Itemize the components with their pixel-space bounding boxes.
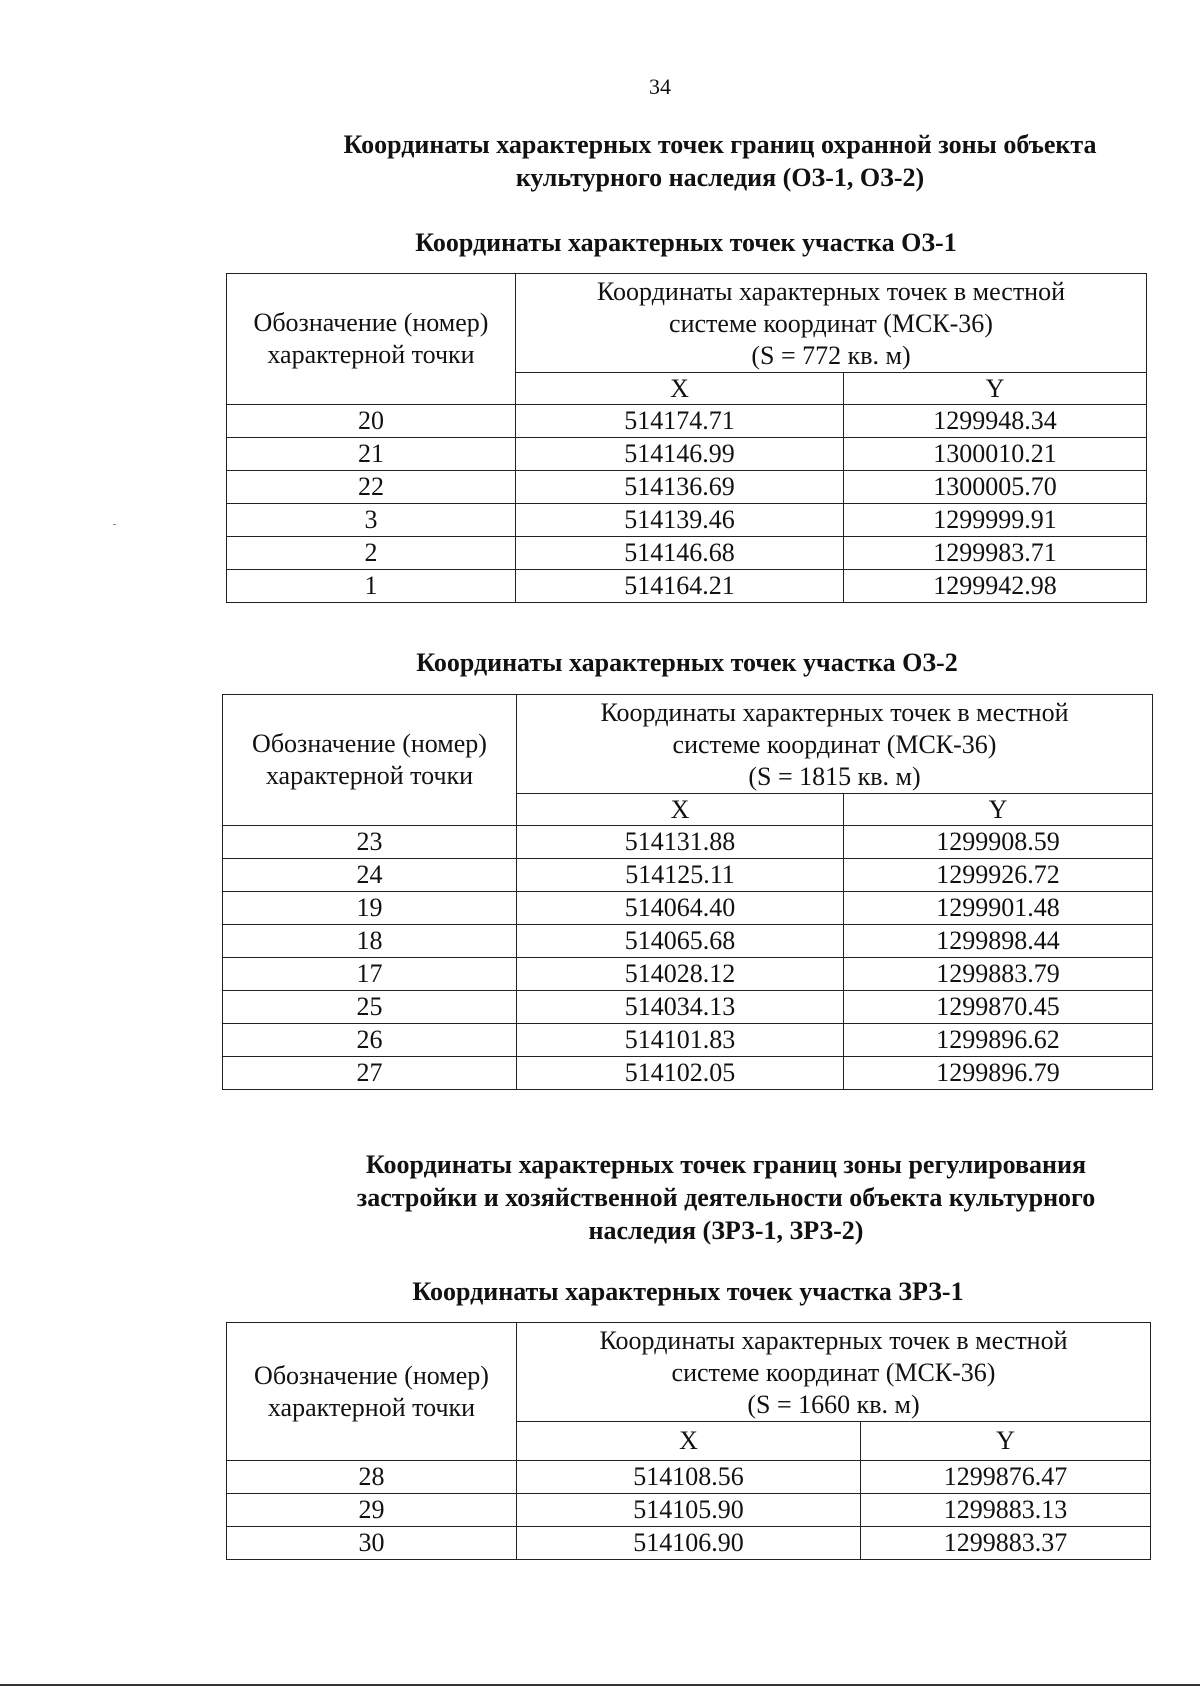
y-cell: 1299983.71: [844, 537, 1147, 570]
table-row: [227, 405, 1147, 438]
x-cell: 514131.88: [517, 826, 844, 859]
x-cell: 514125.11: [517, 859, 844, 892]
y-cell: 1299896.62: [844, 1024, 1153, 1057]
point-cell: 27: [223, 1057, 517, 1090]
section2-title-line-1: Координаты характерных точек границ зоны регулирования: [365, 1150, 1087, 1179]
col-label-header: Обозначение (номер) характерной точки: [227, 274, 516, 405]
coord-system-header: Координаты характерных точек в местной системе координат (МСК-36) (S = 1815 кв. м): [517, 695, 1153, 794]
table-row: [223, 892, 1153, 925]
scan-speck: [113, 524, 116, 525]
y-cell: 1299948.34: [844, 405, 1147, 438]
section2-title-line-3: наследия (ЗРЗ-1, ЗРЗ-2): [588, 1216, 864, 1245]
y-cell: 1299876.47: [861, 1461, 1151, 1494]
point-cell: 2: [227, 537, 516, 570]
page-number: 34: [649, 74, 671, 99]
table-row: [227, 1494, 1151, 1527]
point-cell: 19: [223, 892, 517, 925]
point-cell: 22: [227, 471, 516, 504]
point-cell: 18: [223, 925, 517, 958]
x-cell: 514139.46: [516, 504, 844, 537]
table-zrz1-caption: Координаты характерных точек участка ЗРЗ-1: [412, 1277, 964, 1306]
table-row: [227, 570, 1147, 603]
y-cell: 1299870.45: [844, 991, 1153, 1024]
table-oz2-caption: Координаты характерных точек участка ОЗ-2: [416, 648, 958, 677]
y-cell: 1299926.72: [844, 859, 1153, 892]
point-cell: 29: [227, 1494, 517, 1527]
y-cell: 1299883.37: [861, 1527, 1151, 1560]
table-oz1-caption: Координаты характерных точек участка ОЗ-1: [415, 228, 957, 257]
col-label-header: Обозначение (номер) характерной точки: [227, 1323, 517, 1461]
point-cell: 21: [227, 438, 516, 471]
x-cell: 514102.05: [517, 1057, 844, 1090]
x-cell: 514136.69: [516, 471, 844, 504]
section2-title: [276, 1148, 1176, 1247]
coord-system-header: Координаты характерных точек в местной системе координат (МСК-36) (S = 772 кв. м): [516, 274, 1147, 373]
y-cell: 1299942.98: [844, 570, 1147, 603]
table-row: [223, 1057, 1153, 1090]
x-cell: 514105.90: [517, 1494, 861, 1527]
point-cell: 25: [223, 991, 517, 1024]
table-row: [227, 471, 1147, 504]
bottom-rule: [0, 1684, 1200, 1686]
table-zrz1: [226, 1322, 1151, 1560]
table-row: [223, 1024, 1153, 1057]
section1-title: [270, 128, 1170, 194]
x-cell: 514034.13: [517, 991, 844, 1024]
x-header: X: [516, 373, 844, 405]
x-header: X: [517, 1422, 861, 1461]
x-cell: 514106.90: [517, 1527, 861, 1560]
section1-title-line-2: культурного наследия (ОЗ-1, ОЗ-2): [515, 163, 925, 192]
x-cell: 514108.56: [517, 1461, 861, 1494]
coord-system-header: Координаты характерных точек в местной системе координат (МСК-36) (S = 1660 кв. м): [517, 1323, 1151, 1422]
table-row: [223, 925, 1153, 958]
table-row: [227, 1527, 1151, 1560]
point-cell: 20: [227, 405, 516, 438]
point-cell: 23: [223, 826, 517, 859]
x-cell: 514174.71: [516, 405, 844, 438]
table-row: [227, 1461, 1151, 1494]
x-cell: 514164.21: [516, 570, 844, 603]
y-cell: 1299896.79: [844, 1057, 1153, 1090]
point-cell: 17: [223, 958, 517, 991]
point-cell: 24: [223, 859, 517, 892]
x-cell: 514065.68: [517, 925, 844, 958]
point-cell: 26: [223, 1024, 517, 1057]
y-cell: 1300010.21: [844, 438, 1147, 471]
y-header: Y: [844, 373, 1147, 405]
table-oz2: [222, 694, 1153, 1090]
y-cell: 1299901.48: [844, 892, 1153, 925]
x-cell: 514146.68: [516, 537, 844, 570]
table-row: [223, 958, 1153, 991]
x-header: X: [517, 794, 844, 826]
y-cell: 1300005.70: [844, 471, 1147, 504]
y-cell: 1299898.44: [844, 925, 1153, 958]
table-row: [227, 438, 1147, 471]
y-cell: 1299908.59: [844, 826, 1153, 859]
y-header: Y: [844, 794, 1153, 826]
table-oz1: [226, 273, 1147, 603]
col-label-header: Обозначение (номер) характерной точки: [223, 695, 517, 826]
point-cell: 3: [227, 504, 516, 537]
y-cell: 1299883.79: [844, 958, 1153, 991]
section1-title-line-1: Координаты характерных точек границ охранной зоны объекта: [343, 130, 1097, 159]
table-row: [223, 991, 1153, 1024]
point-cell: 1: [227, 570, 516, 603]
x-cell: 514028.12: [517, 958, 844, 991]
y-cell: 1299883.13: [861, 1494, 1151, 1527]
table-row: [227, 504, 1147, 537]
y-header: Y: [861, 1422, 1151, 1461]
point-cell: 28: [227, 1461, 517, 1494]
table-row: [223, 826, 1153, 859]
x-cell: 514146.99: [516, 438, 844, 471]
section2-title-line-2: застройки и хозяйственной деятельности объекта культурного: [356, 1183, 1096, 1212]
table-row: [227, 537, 1147, 570]
y-cell: 1299999.91: [844, 504, 1147, 537]
x-cell: 514101.83: [517, 1024, 844, 1057]
x-cell: 514064.40: [517, 892, 844, 925]
table-row: [223, 859, 1153, 892]
point-cell: 30: [227, 1527, 517, 1560]
